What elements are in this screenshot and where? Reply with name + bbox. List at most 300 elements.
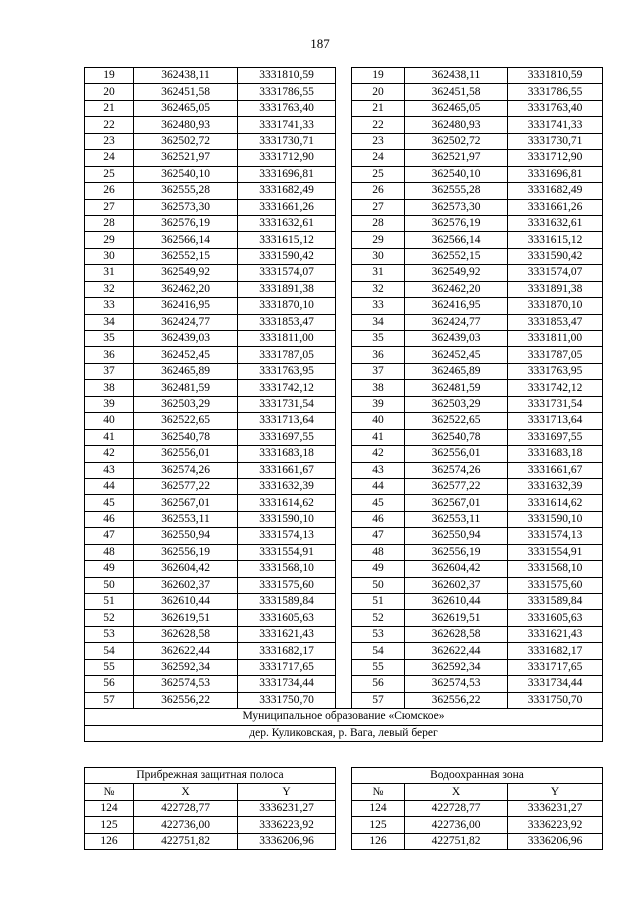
y-coordinate: 3336206,96: [508, 833, 603, 849]
y-coordinate: 3331717,65: [508, 659, 603, 675]
point-number: 50: [352, 577, 405, 593]
zone-title-row: [85, 768, 603, 784]
x-coordinate: 362556,22: [405, 692, 508, 708]
column-gap: [336, 544, 352, 560]
column-gap: [336, 133, 352, 149]
point-number: 36: [85, 347, 134, 363]
point-number: 20: [85, 84, 134, 100]
table-row: [85, 298, 603, 314]
point-number: 48: [85, 544, 134, 560]
point-number: 20: [352, 84, 405, 100]
point-number: 22: [352, 117, 405, 133]
point-number: 26: [352, 183, 405, 199]
table-row: [85, 347, 603, 363]
x-coordinate: 422751,82: [405, 833, 508, 849]
point-number: 22: [85, 117, 134, 133]
x-coordinate: 362553,11: [405, 511, 508, 527]
point-number: 37: [85, 363, 134, 379]
x-coordinate: 362465,89: [134, 363, 238, 379]
point-number: 55: [352, 659, 405, 675]
table-row: [85, 413, 603, 429]
point-number: 41: [85, 429, 134, 445]
point-number: 36: [352, 347, 405, 363]
y-coordinate: 3331853,47: [508, 314, 603, 330]
table-row: [85, 544, 603, 560]
y-coordinate: 3331696,81: [508, 166, 603, 182]
point-number: 57: [352, 692, 405, 708]
y-coordinate: 3331615,12: [238, 232, 336, 248]
col-header-y: Y: [508, 784, 603, 800]
y-coordinate: 3331731,54: [238, 396, 336, 412]
point-number: 125: [85, 817, 134, 833]
y-coordinate: 3331632,39: [508, 478, 603, 494]
x-coordinate: 362439,03: [134, 331, 238, 347]
page-number: 187: [310, 36, 330, 51]
x-coordinate: 362574,26: [134, 462, 238, 478]
column-gap: [336, 68, 352, 84]
y-coordinate: 3331589,84: [508, 594, 603, 610]
y-coordinate: 3331787,05: [238, 347, 336, 363]
y-coordinate: 3331763,95: [508, 363, 603, 379]
x-coordinate: 362604,42: [134, 561, 238, 577]
point-number: 57: [85, 692, 134, 708]
point-number: 49: [85, 561, 134, 577]
y-coordinate: 3331697,55: [238, 429, 336, 445]
column-gap: [336, 150, 352, 166]
x-coordinate: 362622,44: [405, 643, 508, 659]
y-coordinate: 3331605,63: [238, 610, 336, 626]
y-coordinate: 3331632,61: [508, 215, 603, 231]
x-coordinate: 362602,37: [134, 577, 238, 593]
table-row: [85, 528, 603, 544]
y-coordinate: 3331786,55: [238, 84, 336, 100]
column-header-row: [85, 784, 603, 800]
x-coordinate: 362555,28: [405, 183, 508, 199]
column-gap: [336, 817, 352, 833]
x-coordinate: 362556,19: [405, 544, 508, 560]
table-row: [85, 215, 603, 231]
point-number: 52: [85, 610, 134, 626]
column-gap: [336, 117, 352, 133]
column-gap: [336, 528, 352, 544]
y-coordinate: 3331661,67: [238, 462, 336, 478]
column-gap: [336, 462, 352, 478]
point-number: 27: [85, 199, 134, 215]
y-coordinate: 3331853,47: [238, 314, 336, 330]
x-coordinate: 362550,94: [134, 528, 238, 544]
table-row: [85, 84, 603, 100]
table-row: [85, 68, 603, 84]
x-coordinate: 362521,97: [134, 150, 238, 166]
x-coordinate: 362556,19: [134, 544, 238, 560]
x-coordinate: 362452,45: [134, 347, 238, 363]
y-coordinate: 3331614,62: [238, 495, 336, 511]
x-coordinate: 362503,29: [134, 396, 238, 412]
column-gap: [336, 768, 352, 784]
table-row: [85, 676, 603, 692]
point-number: 39: [352, 396, 405, 412]
y-coordinate: 3331615,12: [508, 232, 603, 248]
point-number: 47: [85, 528, 134, 544]
point-number: 34: [352, 314, 405, 330]
point-number: 27: [352, 199, 405, 215]
y-coordinate: 3331590,42: [238, 248, 336, 264]
x-coordinate: 362566,14: [134, 232, 238, 248]
point-number: 38: [85, 380, 134, 396]
column-gap: [336, 577, 352, 593]
col-header-number: №: [85, 784, 134, 800]
x-coordinate: 362503,29: [405, 396, 508, 412]
table-row: [85, 183, 603, 199]
column-gap: [336, 833, 352, 849]
table-row: [85, 626, 603, 642]
column-gap: [336, 265, 352, 281]
y-coordinate: 3331661,26: [508, 199, 603, 215]
y-coordinate: 3331682,17: [238, 643, 336, 659]
point-number: 28: [85, 215, 134, 231]
point-number: 45: [352, 495, 405, 511]
column-gap: [336, 166, 352, 182]
point-number: 39: [85, 396, 134, 412]
y-coordinate: 3331590,42: [508, 248, 603, 264]
x-coordinate: 362462,20: [405, 281, 508, 297]
col-header-x: X: [405, 784, 508, 800]
point-number: 23: [352, 133, 405, 149]
y-coordinate: 3331712,90: [508, 150, 603, 166]
table-row: [85, 610, 603, 626]
y-coordinate: 3331811,00: [508, 331, 603, 347]
point-number: 51: [85, 594, 134, 610]
x-coordinate: 362566,14: [405, 232, 508, 248]
x-coordinate: 362573,30: [134, 199, 238, 215]
y-coordinate: 3331682,17: [508, 643, 603, 659]
column-gap: [336, 314, 352, 330]
column-gap: [336, 396, 352, 412]
point-number: 40: [352, 413, 405, 429]
point-number: 50: [85, 577, 134, 593]
table-row: [85, 248, 603, 264]
point-number: 48: [352, 544, 405, 560]
point-number: 33: [85, 298, 134, 314]
y-coordinate: 3331731,54: [508, 396, 603, 412]
column-gap: [336, 199, 352, 215]
y-coordinate: 3331734,44: [508, 676, 603, 692]
x-coordinate: 362480,93: [134, 117, 238, 133]
column-gap: [336, 784, 352, 800]
x-coordinate: 362610,44: [134, 594, 238, 610]
column-gap: [336, 643, 352, 659]
x-coordinate: 422736,00: [134, 817, 238, 833]
table-row: [85, 166, 603, 182]
y-coordinate: 3331734,44: [238, 676, 336, 692]
table-row: [85, 511, 603, 527]
y-coordinate: 3331614,62: [508, 495, 603, 511]
table-row: [85, 462, 603, 478]
point-number: 55: [85, 659, 134, 675]
table-row: [85, 446, 603, 462]
column-gap: [336, 380, 352, 396]
x-coordinate: 362592,34: [405, 659, 508, 675]
x-coordinate: 362552,15: [405, 248, 508, 264]
x-coordinate: 362480,93: [405, 117, 508, 133]
column-gap: [336, 331, 352, 347]
point-number: 54: [352, 643, 405, 659]
x-coordinate: 362462,20: [134, 281, 238, 297]
point-number: 32: [352, 281, 405, 297]
y-coordinate: 3331763,95: [238, 363, 336, 379]
point-number: 32: [85, 281, 134, 297]
column-gap: [336, 413, 352, 429]
y-coordinate: 3331661,67: [508, 462, 603, 478]
column-gap: [336, 215, 352, 231]
table-row: [85, 478, 603, 494]
point-number: 25: [85, 166, 134, 182]
y-coordinate: 3331712,90: [238, 150, 336, 166]
y-coordinate: 3331575,60: [508, 577, 603, 593]
x-coordinate: 362451,58: [134, 84, 238, 100]
y-coordinate: 3336223,92: [508, 817, 603, 833]
point-number: 54: [85, 643, 134, 659]
table-row: [85, 594, 603, 610]
x-coordinate: 362553,11: [134, 511, 238, 527]
point-number: 43: [85, 462, 134, 478]
point-number: 53: [85, 626, 134, 642]
x-coordinate: 362574,53: [405, 676, 508, 692]
table-row: [85, 643, 603, 659]
table-row: [85, 331, 603, 347]
y-coordinate: 3331730,71: [238, 133, 336, 149]
point-number: 21: [85, 100, 134, 116]
x-coordinate: 362556,01: [134, 446, 238, 462]
x-coordinate: 362567,01: [405, 495, 508, 511]
y-coordinate: 3331717,65: [238, 659, 336, 675]
y-coordinate: 3331621,43: [238, 626, 336, 642]
x-coordinate: 362451,58: [405, 84, 508, 100]
column-gap: [336, 495, 352, 511]
x-coordinate: 362574,26: [405, 462, 508, 478]
y-coordinate: 3331741,33: [238, 117, 336, 133]
point-number: 43: [352, 462, 405, 478]
y-coordinate: 3331683,18: [508, 446, 603, 462]
x-coordinate: 362465,05: [134, 100, 238, 116]
point-number: 37: [352, 363, 405, 379]
point-number: 52: [352, 610, 405, 626]
y-coordinate: 3331661,26: [238, 199, 336, 215]
y-coordinate: 3331741,33: [508, 117, 603, 133]
point-number: 30: [85, 248, 134, 264]
x-coordinate: 422751,82: [134, 833, 238, 849]
table-row: [85, 265, 603, 281]
y-coordinate: 3331891,38: [238, 281, 336, 297]
point-number: 45: [85, 495, 134, 511]
x-coordinate: 362481,59: [405, 380, 508, 396]
y-coordinate: 3331682,49: [508, 183, 603, 199]
y-coordinate: 3331713,64: [238, 413, 336, 429]
table-row: [85, 380, 603, 396]
point-number: 56: [352, 676, 405, 692]
table-row: [85, 692, 603, 708]
y-coordinate: 3331683,18: [238, 446, 336, 462]
y-coordinate: 3331568,10: [508, 561, 603, 577]
point-number: 34: [85, 314, 134, 330]
point-number: 23: [85, 133, 134, 149]
x-coordinate: 362549,92: [134, 265, 238, 281]
point-number: 126: [352, 833, 405, 849]
point-number: 19: [85, 68, 134, 84]
column-gap: [336, 281, 352, 297]
x-coordinate: 362604,42: [405, 561, 508, 577]
point-number: 42: [352, 446, 405, 462]
column-gap: [336, 478, 352, 494]
x-coordinate: 362556,22: [134, 692, 238, 708]
col-header-y: Y: [238, 784, 336, 800]
column-gap: [336, 100, 352, 116]
zone-coordinates-table: [84, 767, 603, 850]
x-coordinate: 362502,72: [134, 133, 238, 149]
column-gap: [336, 183, 352, 199]
y-coordinate: 3331605,63: [508, 610, 603, 626]
point-number: 25: [352, 166, 405, 182]
point-number: 124: [352, 800, 405, 816]
x-coordinate: 362416,95: [134, 298, 238, 314]
point-number: 46: [352, 511, 405, 527]
x-coordinate: 362574,53: [134, 676, 238, 692]
y-coordinate: 3331697,55: [508, 429, 603, 445]
x-coordinate: 362577,22: [405, 478, 508, 494]
left-zone-title: Прибрежная защитная полоса: [85, 768, 336, 784]
point-number: 21: [352, 100, 405, 116]
x-coordinate: 362602,37: [405, 577, 508, 593]
y-coordinate: 3336223,92: [238, 817, 336, 833]
table-row: [85, 817, 603, 833]
point-number: 44: [352, 478, 405, 494]
column-gap: [336, 84, 352, 100]
table-row: [85, 561, 603, 577]
table-row: [85, 577, 603, 593]
x-coordinate: 362619,51: [134, 610, 238, 626]
point-number: 49: [352, 561, 405, 577]
table-row: [85, 429, 603, 445]
y-coordinate: 3331742,12: [238, 380, 336, 396]
coordinates-table: [84, 67, 603, 742]
x-coordinate: 362622,44: [134, 643, 238, 659]
table-row: [85, 199, 603, 215]
y-coordinate: 3331621,43: [508, 626, 603, 642]
column-gap: [336, 347, 352, 363]
column-gap: [336, 298, 352, 314]
column-gap: [336, 446, 352, 462]
point-number: 28: [352, 215, 405, 231]
y-coordinate: 3331589,84: [238, 594, 336, 610]
point-number: 26: [85, 183, 134, 199]
point-number: 31: [352, 265, 405, 281]
column-gap: [336, 594, 352, 610]
location-label: дер. Куликовская, р. Вага, левый берег: [85, 725, 603, 741]
x-coordinate: 362452,45: [405, 347, 508, 363]
x-coordinate: 362576,19: [134, 215, 238, 231]
point-number: 31: [85, 265, 134, 281]
x-coordinate: 362549,92: [405, 265, 508, 281]
point-number: 53: [352, 626, 405, 642]
y-coordinate: 3331574,13: [238, 528, 336, 544]
table-row: [85, 800, 603, 816]
point-number: 56: [85, 676, 134, 692]
point-number: 40: [85, 413, 134, 429]
point-number: 19: [352, 68, 405, 84]
y-coordinate: 3331891,38: [508, 281, 603, 297]
x-coordinate: 422728,77: [405, 800, 508, 816]
table-row: [85, 232, 603, 248]
x-coordinate: 362439,03: [405, 331, 508, 347]
location-row: [85, 725, 603, 741]
y-coordinate: 3331810,59: [508, 68, 603, 84]
x-coordinate: 362465,89: [405, 363, 508, 379]
x-coordinate: 362556,01: [405, 446, 508, 462]
x-coordinate: 362540,78: [134, 429, 238, 445]
y-coordinate: 3331763,40: [238, 100, 336, 116]
column-gap: [336, 626, 352, 642]
x-coordinate: 362552,15: [134, 248, 238, 264]
x-coordinate: 362550,94: [405, 528, 508, 544]
y-coordinate: 3331786,55: [508, 84, 603, 100]
y-coordinate: 3331763,40: [508, 100, 603, 116]
table-row: [85, 833, 603, 849]
table-row: [85, 363, 603, 379]
y-coordinate: 3331590,10: [238, 511, 336, 527]
point-number: 24: [352, 150, 405, 166]
column-gap: [336, 676, 352, 692]
x-coordinate: 362540,10: [134, 166, 238, 182]
y-coordinate: 3331750,70: [238, 692, 336, 708]
x-coordinate: 362502,72: [405, 133, 508, 149]
table-row: [85, 281, 603, 297]
column-gap: [336, 659, 352, 675]
table-row: [85, 314, 603, 330]
column-gap: [336, 692, 352, 708]
x-coordinate: 362416,95: [405, 298, 508, 314]
column-gap: [336, 561, 352, 577]
x-coordinate: 362438,11: [134, 68, 238, 84]
col-header-number: №: [352, 784, 405, 800]
point-number: 47: [352, 528, 405, 544]
column-gap: [336, 248, 352, 264]
point-number: 29: [352, 232, 405, 248]
y-coordinate: 3331787,05: [508, 347, 603, 363]
y-coordinate: 3336231,27: [508, 800, 603, 816]
point-number: 42: [85, 446, 134, 462]
column-gap: [336, 511, 352, 527]
y-coordinate: 3336231,27: [238, 800, 336, 816]
y-coordinate: 3331870,10: [508, 298, 603, 314]
x-coordinate: 362628,58: [405, 626, 508, 642]
y-coordinate: 3331742,12: [508, 380, 603, 396]
col-header-x: X: [134, 784, 238, 800]
y-coordinate: 3331810,59: [238, 68, 336, 84]
point-number: 35: [352, 331, 405, 347]
point-number: 35: [85, 331, 134, 347]
y-coordinate: 3331750,70: [508, 692, 603, 708]
point-number: 51: [352, 594, 405, 610]
y-coordinate: 3331632,61: [238, 215, 336, 231]
x-coordinate: 362424,77: [405, 314, 508, 330]
table-row: [85, 659, 603, 675]
y-coordinate: 3331730,71: [508, 133, 603, 149]
x-coordinate: 362592,34: [134, 659, 238, 675]
x-coordinate: 362567,01: [134, 495, 238, 511]
point-number: 46: [85, 511, 134, 527]
column-gap: [336, 800, 352, 816]
x-coordinate: 362628,58: [134, 626, 238, 642]
